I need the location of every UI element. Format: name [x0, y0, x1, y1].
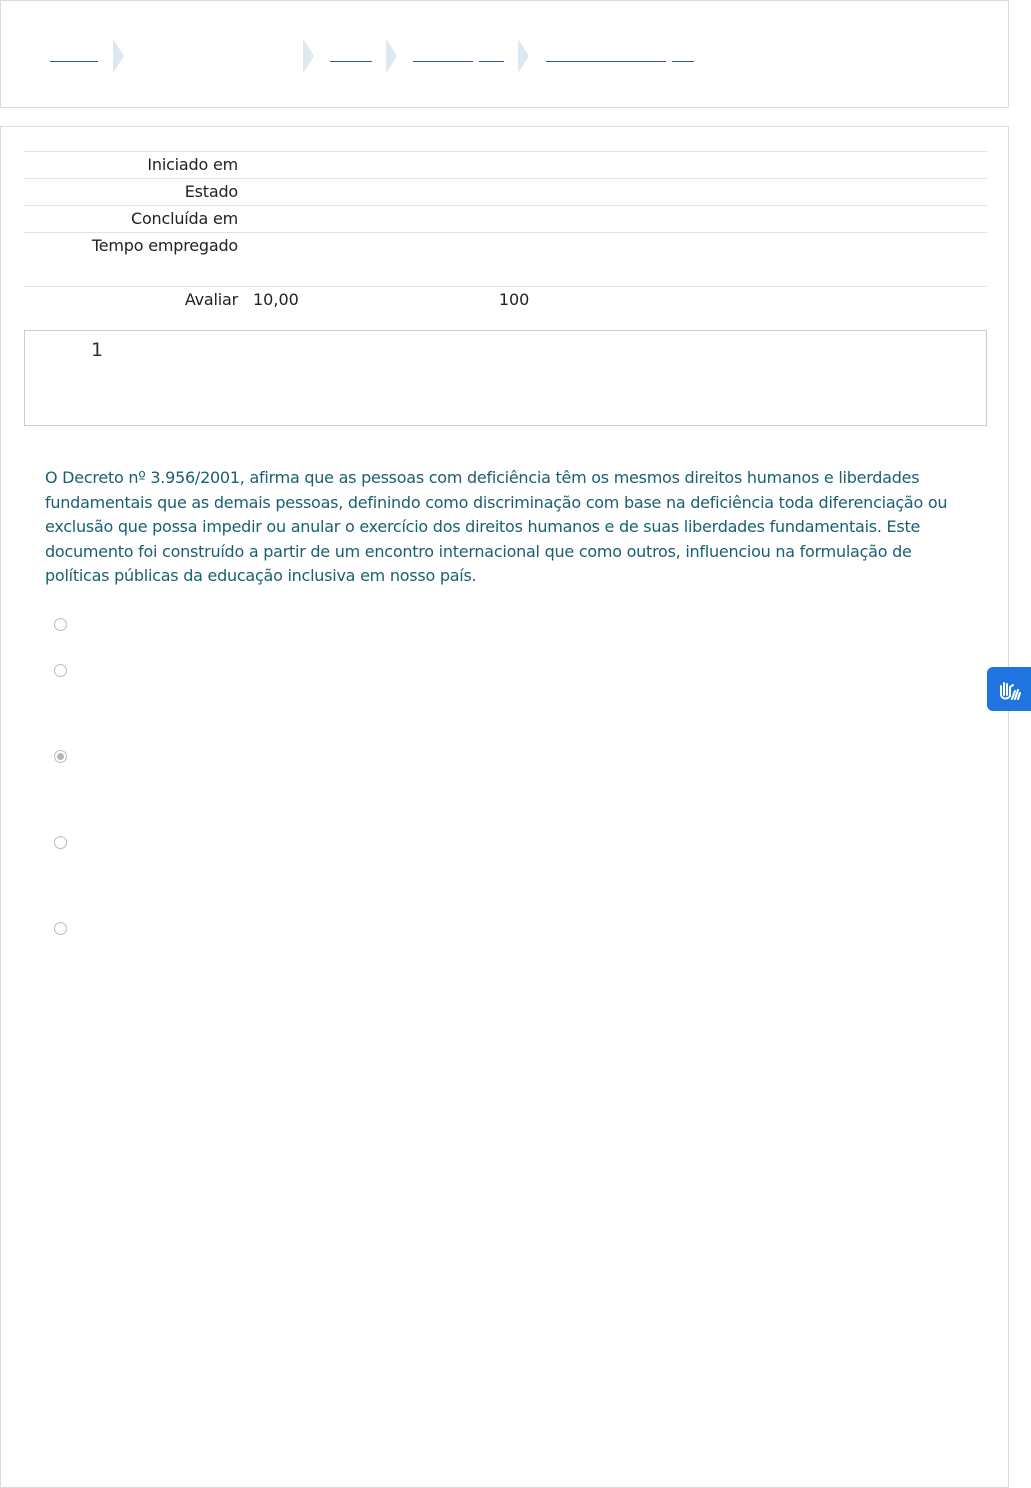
- breadcrumb-header: [0, 0, 1009, 108]
- breadcrumb-link-quiz[interactable]: [546, 61, 666, 62]
- answer-option-radio-b[interactable]: [54, 664, 67, 677]
- sign-language-hands-icon: [995, 675, 1023, 703]
- answer-option-radio-c[interactable]: [54, 750, 67, 763]
- breadcrumb-link-review[interactable]: [672, 61, 694, 62]
- summary-row-grade: [24, 287, 987, 314]
- summary-value: [238, 206, 987, 233]
- grade-out-of: 100: [498, 290, 530, 309]
- breadcrumb-link-course[interactable]: [330, 61, 372, 62]
- breadcrumb-link-section-b[interactable]: [479, 61, 504, 62]
- breadcrumb-link-home[interactable]: [50, 61, 98, 62]
- grade-value: 10,00: [253, 290, 299, 309]
- answer-option-radio-e[interactable]: [54, 922, 67, 935]
- summary-row-started: [24, 152, 987, 179]
- summary-value: [238, 179, 987, 206]
- attempt-summary-table: [24, 151, 987, 314]
- breadcrumb-separator: [113, 39, 124, 73]
- quiz-review-panel: [0, 126, 1009, 1488]
- summary-label: Iniciado em: [147, 155, 238, 174]
- summary-label: Estado: [184, 182, 238, 201]
- question-text: O Decreto nº 3.956/2001, afirma que as pessoas com deficiência têm os mesmos direitos humanos e liberdades fundamentais que as demais pessoas, definindo como discriminação com base na deficiência toda diferenciação ou exclusão que possa impedir ou anular o exercício dos direitos humanos e de suas liberdades fundamentais. Este documento foi construído a partir de um encontro internacional que como outros, influenciou na formulação de políticas públicas da educação inclusiva em nosso país.: [45, 468, 948, 585]
- breadcrumb-separator: [303, 39, 314, 73]
- summary-row-completed: [24, 206, 987, 233]
- summary-row-state: [24, 179, 987, 206]
- question-info-box: [24, 330, 987, 426]
- summary-label: Concluída em: [130, 209, 238, 228]
- answer-option-radio-a[interactable]: [54, 618, 67, 631]
- summary-value: [238, 287, 987, 314]
- question-number: 1: [91, 339, 104, 361]
- answer-option-radio-d[interactable]: [54, 836, 67, 849]
- breadcrumb-separator: [518, 39, 529, 73]
- summary-label: Avaliar: [184, 290, 238, 309]
- breadcrumb-link-section[interactable]: [413, 61, 473, 62]
- sign-language-button[interactable]: [987, 667, 1031, 711]
- summary-row-time-taken: [24, 233, 987, 287]
- summary-value: [238, 152, 987, 179]
- breadcrumb-separator: [386, 39, 397, 73]
- summary-label: Tempo empregado: [91, 236, 238, 255]
- summary-value: [238, 233, 987, 287]
